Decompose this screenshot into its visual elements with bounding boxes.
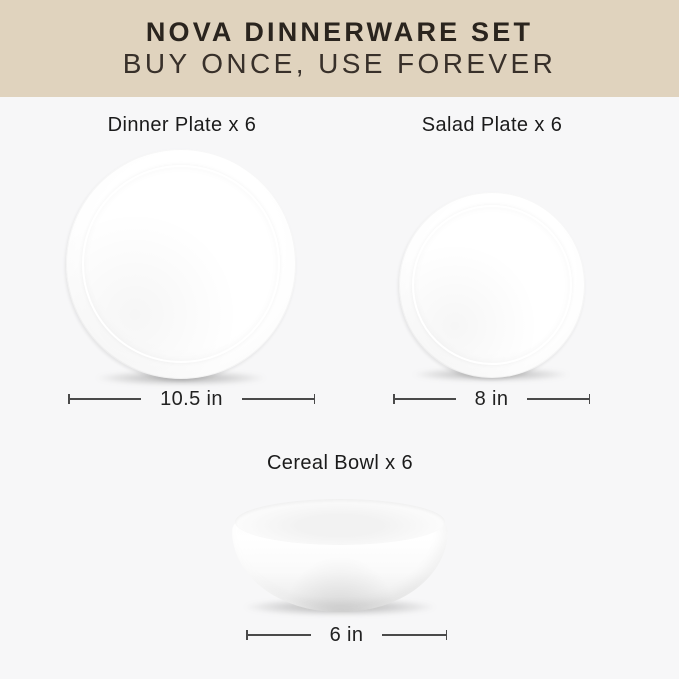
dimension-rule — [395, 398, 456, 400]
salad-plate-dimension-line — [393, 389, 590, 409]
dimension-rule — [248, 634, 311, 636]
dimension-rule — [382, 634, 445, 636]
bowl-rim — [235, 499, 445, 545]
dimension-rule — [527, 398, 588, 400]
header-banner — [0, 0, 679, 97]
dinner-plate-dimension-line — [68, 389, 315, 409]
salad-plate-label: Salad Plate x 6 — [421, 114, 563, 136]
cereal-bowl-image — [232, 500, 448, 612]
set-title: NOVA DINNERWARE SET — [145, 17, 534, 47]
dinner-plate-image — [66, 149, 296, 379]
dimension-tick-right — [314, 394, 316, 404]
dimension-value: 8 in — [474, 388, 509, 410]
dinner-plate-label: Dinner Plate x 6 — [107, 114, 257, 136]
dimension-value: 10.5 in — [160, 388, 223, 410]
cereal-bowl-dimension-line — [246, 625, 447, 645]
set-tagline: BUY ONCE, USE FOREVER — [122, 48, 557, 79]
cereal-bowl-label: Cereal Bowl x 6 — [266, 452, 414, 474]
dimension-tick-right — [446, 630, 448, 640]
dimension-rule — [70, 398, 142, 400]
dimension-tick-right — [589, 394, 591, 404]
dimension-value: 6 in — [329, 624, 364, 646]
salad-plate-image — [399, 192, 585, 378]
dimension-rule — [242, 398, 314, 400]
